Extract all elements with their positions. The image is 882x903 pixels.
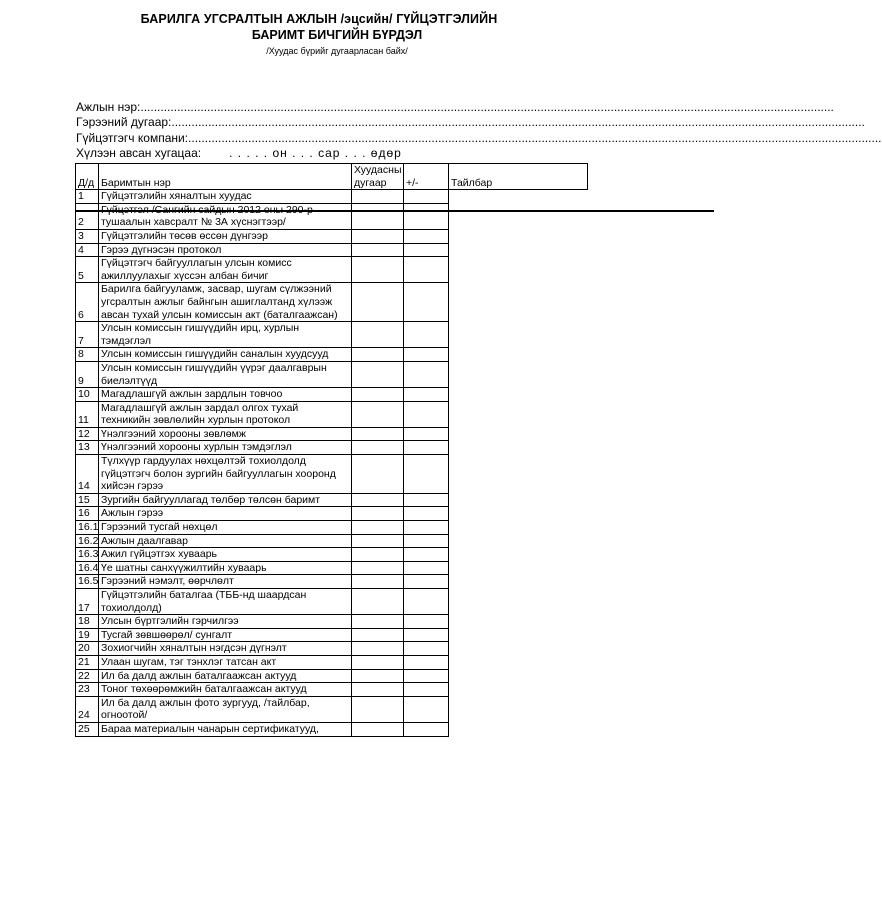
row-page-number — [352, 628, 404, 642]
row-number: 16.1 — [76, 521, 99, 535]
row-number: 18 — [76, 615, 99, 629]
row-plus-minus — [404, 548, 449, 562]
row-document-name: Ил ба далд ажлын фото зургууд, /тайлбар, огноотой/ — [99, 696, 352, 722]
row-number: 12 — [76, 427, 99, 441]
row-number: 5 — [76, 257, 99, 283]
row-number: 9 — [76, 361, 99, 387]
row-plus-minus — [404, 190, 449, 204]
row-page-number — [352, 615, 404, 629]
row-document-name: Зохиогчийн хяналтын нэгдсэн дүгнэлт — [99, 642, 352, 656]
row-page-number — [352, 561, 404, 575]
row-plus-minus — [404, 203, 449, 229]
row-document-name: Магадлашгүй ажлын зардлын товчоо — [99, 388, 352, 402]
row-plus-minus — [404, 455, 449, 494]
table-row — [76, 655, 588, 669]
row-number: 25 — [76, 722, 99, 736]
dotted-fill: ................................................................................................................................................................................................................ — [188, 131, 882, 145]
row-document-name: Гэрээ дүгнэсэн протокол — [99, 243, 352, 257]
table-row — [76, 642, 588, 656]
table-row — [76, 548, 588, 562]
row-page-number — [352, 455, 404, 494]
row-document-name: Тоног төхөөрөмжийн баталгаажсан актууд — [99, 683, 352, 697]
row-plus-minus — [404, 669, 449, 683]
row-number: 6 — [76, 283, 99, 322]
row-document-name: Улсын комиссын гишүүдийн үүрэг даалгаврын биелэлтүүд — [99, 361, 352, 387]
row-page-number — [352, 257, 404, 283]
table-row — [76, 628, 588, 642]
row-document-name: Ажлын даалгавар — [99, 534, 352, 548]
row-number: 23 — [76, 683, 99, 697]
row-page-number — [352, 283, 404, 322]
row-plus-minus — [404, 507, 449, 521]
row-page-number — [352, 427, 404, 441]
row-page-number — [352, 722, 404, 736]
row-document-name: Гүйцэтгэл /Сангийн сайдын 2012 оны 290-р тушаалын хавсралт № 3А хүснэгтээр/ — [99, 203, 352, 229]
table-row — [76, 348, 588, 362]
table-row — [76, 455, 588, 494]
row-page-number — [352, 401, 404, 427]
row-page-number — [352, 322, 404, 348]
dotted-fill: ................................................................................................................................................................................................................ — [140, 100, 834, 114]
row-document-name: Барилга байгууламж, засвар, шугам сүлжээний угсралтын ажлыг байнгын ашиглалтанд хүлээж авсан тухай улсын комиссын акт (баталгаажсан) — [99, 283, 352, 322]
row-document-name: Гүйцэтгэлийн хяналтын хуудас — [99, 190, 352, 204]
row-number: 16.3 — [76, 548, 99, 562]
row-document-name: Үе шатны санхүүжилтийн хуваарь — [99, 561, 352, 575]
row-page-number — [352, 243, 404, 257]
row-remarks — [76, 210, 714, 212]
table-row — [76, 388, 588, 402]
header-plus-minus: +/- — [404, 164, 449, 190]
work-name-label: Ажлын нэр: — [76, 100, 141, 114]
row-plus-minus — [404, 348, 449, 362]
table-body — [76, 190, 588, 736]
contractor-label: Гүйцэтгэгч компани: — [76, 131, 189, 145]
row-page-number — [352, 642, 404, 656]
row-page-number — [352, 493, 404, 507]
row-plus-minus — [404, 521, 449, 535]
row-plus-minus — [404, 361, 449, 387]
table-row — [76, 243, 588, 257]
table-row — [76, 322, 588, 348]
work-name-field — [76, 100, 834, 114]
row-plus-minus — [404, 388, 449, 402]
table-row — [76, 722, 588, 736]
table-row — [76, 507, 588, 521]
table-row — [76, 521, 588, 535]
dotted-fill: ................................................................................................................................................................................................................ — [171, 115, 865, 129]
row-document-name: Улсын комиссын гишүүдийн саналын хуудсууд — [99, 348, 352, 362]
numbering-note: /Хуудас бүрийг дугаарласан байх/ — [266, 46, 408, 56]
row-number: 8 — [76, 348, 99, 362]
row-document-name: Бараа материалын чанарын сертификатууд, — [99, 722, 352, 736]
row-document-name: Гэрээний нэмэлт, өөрчлөлт — [99, 575, 352, 589]
contractor-field — [76, 131, 882, 145]
row-page-number — [352, 203, 404, 229]
row-number: 13 — [76, 441, 99, 455]
row-document-name: Үнэлгээний хорооны зөвлөмж — [99, 427, 352, 441]
row-page-number — [352, 521, 404, 535]
row-number: 14 — [76, 455, 99, 494]
row-document-name: Үнэлгээний хорооны хурлын тэмдэглэл — [99, 441, 352, 455]
row-plus-minus — [404, 441, 449, 455]
row-number: 16 — [76, 507, 99, 521]
row-plus-minus — [404, 642, 449, 656]
table-row — [76, 683, 588, 697]
table-row — [76, 575, 588, 589]
row-document-name: Улаан шугам, тэг тэнхлэг татсан акт — [99, 655, 352, 669]
row-plus-minus — [404, 534, 449, 548]
row-document-name: Улсын бүртгэлийн гэрчилгээ — [99, 615, 352, 629]
row-page-number — [352, 655, 404, 669]
table-row — [76, 615, 588, 629]
row-page-number — [352, 388, 404, 402]
row-document-name: Зургийн байгууллагад төлбөр төлсөн баримт — [99, 493, 352, 507]
row-page-number — [352, 229, 404, 243]
row-document-name: Тусгай зөвшөөрөл/ сунгалт — [99, 628, 352, 642]
row-number: 17 — [76, 589, 99, 615]
row-number: 2 — [76, 203, 99, 229]
row-plus-minus — [404, 283, 449, 322]
header-page-number: Хуудасны дугаар — [352, 164, 404, 190]
row-number: 21 — [76, 655, 99, 669]
row-plus-minus — [404, 722, 449, 736]
row-number: 22 — [76, 669, 99, 683]
row-number: 16.4 — [76, 561, 99, 575]
table-row — [76, 669, 588, 683]
row-plus-minus — [404, 561, 449, 575]
table-row — [76, 589, 588, 615]
header-remarks: Тайлбар — [449, 164, 588, 190]
row-plus-minus — [404, 628, 449, 642]
table-row — [76, 283, 588, 322]
table-row — [76, 696, 588, 722]
table-row — [76, 401, 588, 427]
row-number: 1 — [76, 190, 99, 204]
table-row — [76, 561, 588, 575]
row-page-number — [352, 507, 404, 521]
row-plus-minus — [404, 243, 449, 257]
documents-table — [75, 163, 588, 737]
row-document-name: Түлхүүр гардуулах нөхцөлтэй тохиолдолд гүйцэтгэгч болон зургийн байгууллагын хооронд хийсэн гэрээ — [99, 455, 352, 494]
row-number: 10 — [76, 388, 99, 402]
table-row — [76, 361, 588, 387]
row-number: 24 — [76, 696, 99, 722]
row-plus-minus — [404, 696, 449, 722]
row-page-number — [352, 589, 404, 615]
row-document-name: Гэрээний тусгай нөхцөл — [99, 521, 352, 535]
row-plus-minus — [404, 401, 449, 427]
row-plus-minus — [404, 655, 449, 669]
row-page-number — [352, 361, 404, 387]
row-plus-minus — [404, 493, 449, 507]
header-number: Д/д — [76, 164, 99, 190]
row-document-name: Улсын комиссын гишүүдийн ирц, хурлын тэмдэглэл — [99, 322, 352, 348]
row-number: 20 — [76, 642, 99, 656]
row-plus-minus — [404, 322, 449, 348]
table-row — [76, 257, 588, 283]
table-row — [76, 493, 588, 507]
row-page-number — [352, 669, 404, 683]
row-page-number — [352, 190, 404, 204]
row-plus-minus — [404, 229, 449, 243]
row-number: 16.2 — [76, 534, 99, 548]
table-row — [76, 441, 588, 455]
document-title-line2: БАРИМТ БИЧГИЙН БҮРДЭЛ — [251, 28, 423, 42]
row-plus-minus — [404, 575, 449, 589]
table-row — [76, 203, 588, 229]
table-row — [76, 534, 588, 548]
row-number: 19 — [76, 628, 99, 642]
document-title-line1: БАРИЛГА УГСРАЛТЫН АЖЛЫН /эцсийн/ ГҮЙЦЭТГЭЛИЙН — [140, 12, 498, 26]
row-document-name: Ажил гүйцэтгэх хуваарь — [99, 548, 352, 562]
row-page-number — [352, 441, 404, 455]
row-plus-minus — [404, 257, 449, 283]
row-document-name: Ажлын гэрээ — [99, 507, 352, 521]
row-plus-minus — [404, 683, 449, 697]
contract-number-field — [76, 115, 865, 129]
row-number: 15 — [76, 493, 99, 507]
header-document-name: Баримтын нэр — [99, 164, 352, 190]
row-document-name: Гүйцэтгэлийн төсөв өссөн дүнгээр — [99, 229, 352, 243]
table-row — [76, 427, 588, 441]
table-row — [76, 190, 588, 204]
row-document-name: Гүйцэтгэлийн баталгаа (ТББ-нд шаардсан тохиолдолд) — [99, 589, 352, 615]
row-plus-minus — [404, 589, 449, 615]
row-number: 7 — [76, 322, 99, 348]
received-date-label: Хүлээн авсан хугацаа: — [76, 146, 202, 160]
row-document-name: Гүйцэтгэгч байгууллагын улсын комисс ажиллуулахыг хүссэн албан бичиг — [99, 257, 352, 283]
received-date-field — [76, 146, 586, 160]
row-page-number — [352, 548, 404, 562]
table-row — [76, 229, 588, 243]
table-header-row — [76, 164, 588, 190]
row-page-number — [352, 575, 404, 589]
contract-number-label: Гэрээний дугаар: — [76, 115, 172, 129]
row-number: 3 — [76, 229, 99, 243]
row-page-number — [352, 696, 404, 722]
row-plus-minus — [404, 615, 449, 629]
row-number: 11 — [76, 401, 99, 427]
row-number: 4 — [76, 243, 99, 257]
row-plus-minus — [404, 427, 449, 441]
row-document-name: Ил ба далд ажлын баталгаажсан актууд — [99, 669, 352, 683]
row-page-number — [352, 534, 404, 548]
date-template: . . . . . он . . . сар . . . өдөр — [229, 146, 402, 160]
row-page-number — [352, 683, 404, 697]
row-number: 16.5 — [76, 575, 99, 589]
row-document-name: Магадлашгүй ажлын зардал олгох тухай техникийн зөвлөлийн хурлын протокол — [99, 401, 352, 427]
row-page-number — [352, 348, 404, 362]
